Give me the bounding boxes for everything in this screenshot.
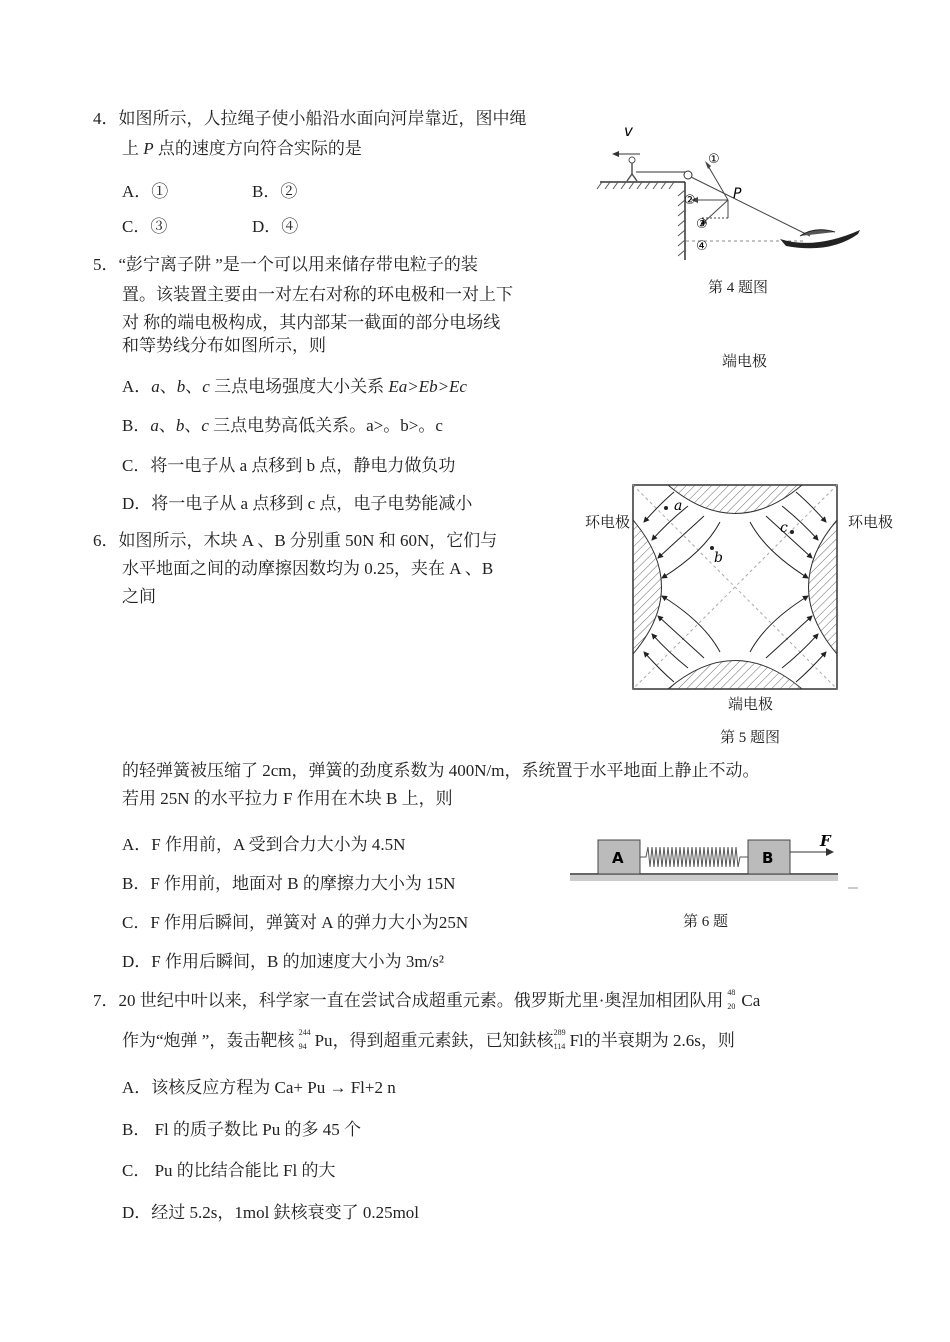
q6-option-c: C．F 作用后瞬间，弹簧对 A 的弹力大小为25N (122, 913, 469, 932)
q7-option-d: D．经过 5.2s，1mol 鈇核衰变了 0.25mol (122, 1203, 420, 1222)
q4-figure-caption: 第 4 题图 (708, 280, 769, 296)
q5-fig-right-label: 环电极 (848, 515, 894, 531)
q5-option-a: A．a、b、c 三点电场强度大小关系 Ea>Eb>Ec (122, 377, 467, 396)
q4-option-d: D．④ (252, 217, 299, 236)
q6-stem-line3: 之间 (122, 587, 156, 606)
q5-option-b-relation: a>。b>。c (366, 416, 443, 435)
q5-fig-left-label: 环电极 (585, 515, 631, 531)
q5-stem-line4: 和等势线分布如图所示，则 (122, 336, 326, 355)
q7-pu-nuclide: 244 94 Pu (298, 1028, 333, 1051)
q5-option-d: D．将一电子从 a 点移到 c 点，电子电势能减小 (122, 494, 473, 513)
q6-fig-force: F (820, 832, 831, 850)
q6-stem-line1: 6．如图所示，木块 A 、B 分别重 50N 和 60N，它们与 (93, 531, 498, 550)
q4-fig-mark-4: ④ (696, 239, 708, 254)
q5-figure (630, 482, 840, 692)
q4-option-b: B．② (252, 182, 298, 201)
q4-fig-mark-2: ② (684, 193, 696, 208)
q5-fig-point-c: c (780, 520, 788, 536)
q6-stem-line5: 若用 25N 的水平拉力 F 作用在木块 B 上，则 (122, 789, 453, 808)
q7-stem-line2: 作为“炮弹 ”，轰击靶核 244 94 Pu，得到超重元素鈇，已知鈇核 289 114 Fl的半衰期为 2.6s，则 (122, 1028, 735, 1051)
q6-stem-line4: 的轻弹簧被压缩了 2cm，弹簧的劲度系数为 400N/m，系统置于水平地面上静止不动。 (122, 761, 760, 780)
q4-fig-mark-1: ① (708, 152, 720, 167)
q5-option-c: C．将一电子从 a 点移到 b 点，静电力做负功 (122, 456, 456, 475)
q5-fig-point-a: a (674, 498, 683, 514)
q4-option-c: C．③ (122, 217, 168, 236)
q5-stem-line1: 5．“彭宁离子阱 ”是一个可以用来储存带电粒子的装 (93, 255, 478, 274)
q6-figure (568, 830, 863, 892)
q7-option-a-equation: Ca+ Pu → Fl+2 n (274, 1078, 396, 1097)
q7-fl-nuclide: 289 114 Fl (553, 1028, 584, 1051)
q4-stem-line2: 上 P 点的速度方向符合实际的是 (122, 139, 362, 158)
q7-option-c: C． Pu 的比结合能比 Fl 的大 (122, 1161, 336, 1180)
q5-option-b: B．a、b、c 三点电势高低关系。a>。b>。c (122, 416, 443, 435)
q7-stem-line1: 7．20 世纪中叶以来，科学家一直在尝试合成超重元素。俄罗斯尤里·奥涅加相团队用 48 20 Ca (93, 988, 761, 1011)
q6-option-a: A．F 作用前，A 受到合力大小为 4.5N (122, 835, 406, 854)
q4-fig-label-p: P (733, 186, 742, 202)
q4-option-a: A．① (122, 182, 169, 201)
q4-fig-label-v: v (624, 122, 633, 140)
q5-fig-point-b: b (714, 550, 723, 566)
q7-ca-nuclide: 48 20 Ca (727, 988, 761, 1011)
q5-stem-line3: 对 称的端电极构成，其内部某一截面的部分电场线 (122, 313, 501, 332)
q4-figure (590, 118, 880, 268)
q7-option-a: A．该核反应方程为 Ca+ Pu → Fl+2 n (122, 1078, 396, 1097)
q4-fig-mark-3: ③ (696, 217, 708, 232)
q6-option-b: B．F 作用前，地面对 B 的摩擦力大小为 15N (122, 874, 456, 893)
q6-fig-block-a: A (612, 849, 624, 867)
q5-fig-top-label: 端电极 (722, 354, 768, 370)
q6-fig-block-b: B (762, 849, 774, 867)
q7-option-b: B． Fl 的质子数比 Pu 的多 45 个 (122, 1120, 361, 1139)
q6-figure-caption: 第 6 题 (683, 914, 729, 930)
q4-stem-line1: 4．如图所示，人拉绳子使小船沿水面向河岸靠近，图中绳 (93, 109, 527, 128)
q6-option-d: D．F 作用后瞬间，B 的加速度大小为 3m/s² (122, 952, 444, 971)
q5-stem-line2: 置。该装置主要由一对左右对称的环电极和一对上下 (122, 285, 513, 304)
q5-option-a-relation: Ea>Eb>Ec (388, 377, 467, 396)
q6-stem-line2: 水平地面之间的动摩擦因数均为 0.25，夹在 A 、B (122, 559, 494, 578)
q5-figure-caption: 第 5 题图 (720, 730, 781, 746)
q5-fig-bottom-label: 端电极 (728, 697, 774, 713)
